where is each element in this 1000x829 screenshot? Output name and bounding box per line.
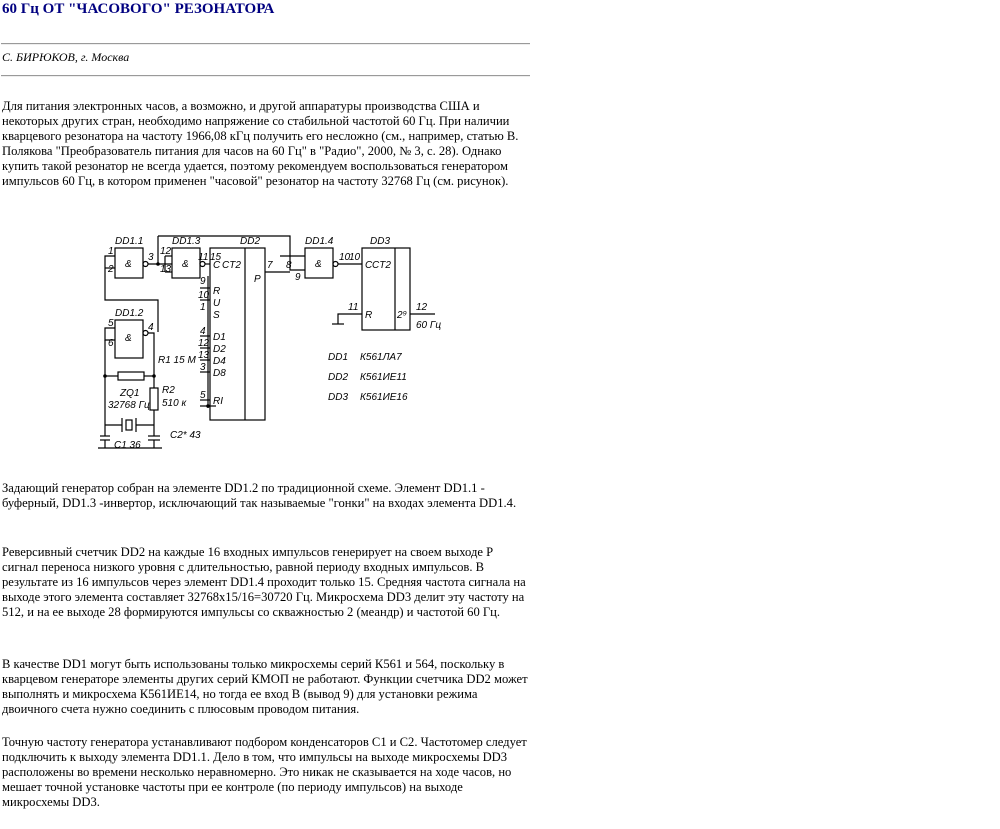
pin-u: U — [213, 298, 221, 309]
pin-number: 11 — [348, 302, 359, 313]
pin-number: 3 — [200, 362, 206, 373]
pin-number: 1 — [108, 246, 114, 257]
label-r2-value: 510 к — [162, 398, 187, 409]
label-dd1-3: DD1.3 — [172, 236, 201, 247]
circuit-schematic — [90, 228, 450, 458]
pin-number: 4 — [200, 326, 206, 337]
label-zq1: ZQ1 — [120, 388, 140, 399]
pin-number: 13 — [198, 350, 210, 361]
paragraph-intro: Для питания электронных часов, а возможно, и другой аппаратуры производства США и некоторых других стран, необходимо напряжение со стабильной частотой 60 Гц. При наличии кварцевого резонатора на частоту 1966,08 кГц получить его несложно (см., например, статью В. Полякова "Преобразователь питания для часов на 60 Гц" в "Радио", 2000, № 3, с. 28). Однако купить такой резонатор не всегда удается, поэтому рекомендуем воспользоваться генератором импульсов 60 Гц, в котором применен "часовой" резонатор на частоту 32768 Гц (см. рисунок). — [2, 99, 519, 189]
gate-symbol: & — [315, 259, 322, 270]
label-r1: R1 15 M — [158, 355, 196, 366]
label-zq1-freq: 32768 Гц — [108, 400, 150, 411]
pin-number: 9 — [200, 276, 206, 287]
article-title: 60 Гц ОТ "ЧАСОВОГО" РЕЗОНАТОРА — [2, 1, 275, 17]
pin-number: 10 — [349, 252, 361, 263]
pin-number: 11 — [198, 252, 209, 263]
pin-number: 1 — [200, 302, 206, 313]
author-line: С. БИРЮКОВ, г. Москва — [2, 50, 130, 64]
pin-number: 4 — [148, 322, 154, 333]
label-c2: C2* 43 — [170, 430, 201, 441]
pin-d2: D2 — [213, 344, 226, 355]
label-ct2: CT2 — [222, 260, 241, 271]
label-dd3: DD3 — [370, 236, 391, 247]
legend-ref: DD3 — [328, 392, 349, 403]
pin-number: 10 — [339, 252, 351, 263]
pin-number: 8 — [286, 260, 292, 271]
pin-c-dd3: C — [365, 260, 373, 271]
legend-part: К561ИЕ16 — [360, 392, 408, 403]
pin-number: 7 — [267, 260, 273, 271]
label-r2: R2 — [162, 385, 175, 396]
paragraph-tuning: Точную частоту генератора устанавливают подбором конденсаторов C1 и C2. Частотомер следует подключить к выходу элемента DD1.1. Дело в том, что импульсы на выходе микросхемы DD3 расположены во времени несколько неравномерно. Это никак не сказывается на ходе часов, но мешает точной установке частоты при ее контроле (по периоду импульсов) на выходе микросхемы DD3. — [2, 735, 527, 810]
pin-number: 5 — [200, 390, 206, 401]
paragraph-generator: Задающий генератор собран на элементе DD1.2 по традиционной схеме. Элемент DD1.1 - буферный, DD1.3 -инвертор, исключающий так называемые "гонки" на входах элемента DD1.4. — [2, 481, 517, 511]
gate-symbol: & — [125, 333, 132, 344]
divider-top — [1, 43, 530, 45]
pin-s: S — [213, 310, 220, 321]
pin-number: 3 — [148, 252, 154, 263]
pin-number: 9 — [295, 272, 301, 283]
gate-symbol: & — [125, 259, 132, 270]
legend-part: К561ЛА7 — [360, 352, 402, 363]
pin-number: 13 — [160, 264, 172, 275]
gate-symbol: & — [182, 259, 189, 270]
pin-r: R — [213, 286, 221, 297]
label-dd1-2: DD1.2 — [115, 308, 144, 319]
pin-p: P — [254, 274, 261, 285]
pin-number: 12 — [416, 302, 428, 313]
pin-d8: D8 — [213, 368, 226, 379]
legend-part: К561ИЕ11 — [360, 372, 407, 383]
pin-number: 12 — [198, 338, 210, 349]
pin-number: 10 — [198, 290, 210, 301]
pin-number: 6 — [108, 338, 114, 349]
pin-r-dd3: R — [365, 310, 373, 321]
pin-number: 15 — [210, 252, 222, 263]
pin-d4: D4 — [213, 356, 226, 367]
legend-ref: DD2 — [328, 372, 349, 383]
divider-bottom — [1, 75, 530, 77]
paragraph-counter: Реверсивный счетчик DD2 на каждые 16 входных импульсов генерирует на своем выходе P сигнал переноса низкого уровня с длительностью, равной периоду входных импульсов. В результате из 16 импульсов через элемент DD1.4 проходит только 15. Средняя частота сигнала на выходе этого элемента составляет 32768x15/16=30720 Гц. Микросхема DD3 делит эту частоту на 512, и на ее выходе 28 формируются импульсы со скважностью 2 (меандр) и частотой 60 Гц. — [2, 545, 526, 620]
label-dd1-4: DD1.4 — [305, 236, 334, 247]
label-ct2: CT2 — [372, 260, 391, 271]
pin-d1: D1 — [213, 332, 226, 343]
label-dd1-1: DD1.1 — [115, 236, 144, 247]
pin-out-dd3: 2⁹ — [397, 310, 408, 321]
paragraph-series: В качестве DD1 могут быть использованы только микросхемы серий К561 и 564, поскольку в кварцевом генераторе элементы других серий КМОП не работают. Функции счетчика DD2 может выполнять и микросхема К561ИЕ14, но тогда ее вход B (вывод 9) для установки режима двоичного счета нужно соединить с плюсовым проводом питания. — [2, 657, 528, 717]
pin-number: 2 — [108, 264, 114, 275]
label-dd2: DD2 — [240, 236, 261, 247]
pin-ri: RI — [213, 396, 223, 407]
pin-number: 5 — [108, 318, 114, 329]
pin-number: 12 — [160, 246, 172, 257]
pin-c: C — [213, 260, 221, 271]
label-c1: C1 36 — [114, 440, 141, 451]
output-label: 60 Гц — [416, 320, 442, 331]
legend-ref: DD1 — [328, 352, 349, 363]
